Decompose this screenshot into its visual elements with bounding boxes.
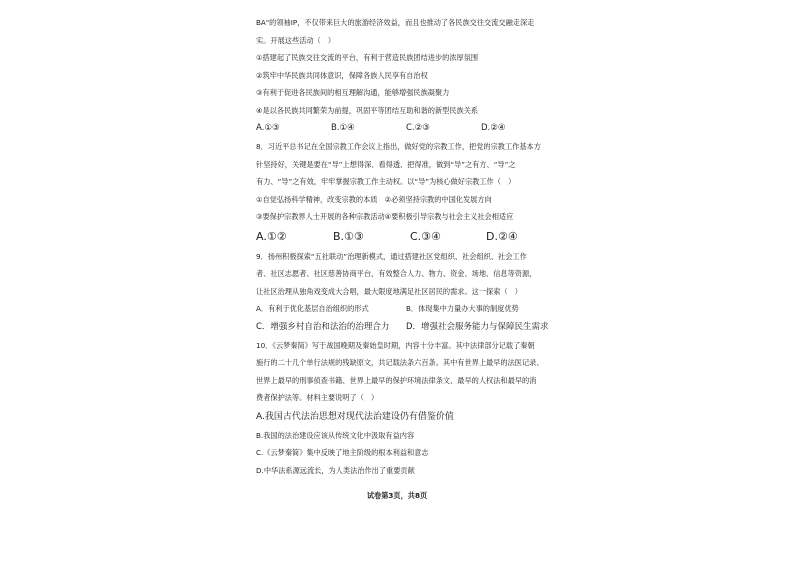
question-7-options <box>256 119 556 138</box>
option-b: B.①④ <box>331 123 355 133</box>
text-line: 让社区治理从独角戏变成大合唱，最大限度地满足社区居民的需求。这一探索（ ） <box>256 286 522 296</box>
question-10-option-d: D.中华法系源远流长，为人类法治作出了重要贡献 <box>256 465 415 475</box>
text-line: 针坚持好，关键是要在“导”上想得深、看得透、把得准，做到“导”之有方、“导”之 <box>256 159 516 169</box>
question-10-option-a: A.我国古代法治思想对现代法治建设仍有借鉴价值 <box>256 411 454 422</box>
question-10-stem <box>256 337 556 407</box>
page-content <box>256 14 556 479</box>
text-line: ①搭建起了民族交往交流的平台，有利于营造民族团结进步的浓厚氛围 <box>256 53 479 62</box>
text-line: 者、社区志愿者、社区慈善协商平台，有效整合人力、物力、资金、场地、信息等资源， <box>256 269 537 278</box>
text-line: ①自觉弘扬科学精神，改变宗教的本质 ②必须坚持宗教的中国化发展方向 <box>256 194 492 204</box>
text-line: 费者保护法等。材料主要说明了（ ） <box>256 393 379 402</box>
option-a: A.①② <box>256 229 287 243</box>
page-footer: 试卷第3页，共8页 <box>366 491 428 500</box>
text-line: 9．扬州积极探索“五社联动”治理新模式，通过搭建社区党组织、社会组织、社会工作 <box>256 251 527 261</box>
text-line: ②筑牢中华民族共同体意识，保障各族人民享有自治权 <box>256 70 428 80</box>
question-8-options <box>256 226 556 248</box>
question-9-options-row-1 <box>256 300 556 318</box>
question-10-option-b: B.我国的法治建设应该从传统文化中汲取有益内容 <box>256 430 415 440</box>
text-line: ④是以各民族共同繁荣为前提，巩固平等团结互助和谐的新型民族关系 <box>256 105 479 115</box>
question-7-stem <box>256 14 556 119</box>
option-b: B．体现集中力量办大事的制度优势 <box>406 304 519 313</box>
text-line: 实。开展这些活动（ ） <box>256 35 336 45</box>
text-line: 施行的二十几个单行法规的残缺原文，共记载法条六百条。其中有世界上最早的法医记录、 <box>256 358 544 367</box>
question-9-options-row-2 <box>256 318 556 337</box>
option-d: D.②④ <box>481 123 506 133</box>
option-a: A．有利于优化基层自治组织的形式 <box>256 304 369 313</box>
question-8-stem <box>256 138 556 226</box>
text-line: 世界上最早的刑事侦查书籍、世界上最早的保护环境法律条文、最早的人权法和最早的消 <box>256 375 537 385</box>
option-d: D.②④ <box>486 229 518 243</box>
text-line: ③要保护宗教界人士开展的各种宗教活动④要积极引导宗教与社会主义社会相适应 <box>256 212 514 221</box>
option-a: A.①③ <box>256 123 280 133</box>
option-d: D．增强社会服务能力与保障民生需求 <box>406 321 549 332</box>
option-c: C.③④ <box>410 229 441 243</box>
option-b: B.①③ <box>333 229 364 243</box>
text-line: 有力、“导”之有效，牢牢掌握宗教工作主动权。以“导”为核心做好宗教工作（ ） <box>256 177 516 186</box>
text-line: BA"的领袖IP，不仅带来巨大的旅游经济效益，而且也推动了各民族交往交流交融走深走 <box>256 18 535 27</box>
question-9-stem <box>256 248 556 301</box>
question-10-option-c: C.《云梦秦简》集中反映了地主阶级的根本利益和意志 <box>256 448 429 457</box>
text-line: 10．《云梦秦简》写于战国晚期及秦始皇时期，内容十分丰富。其中法律部分记载了秦朝 <box>256 340 535 350</box>
option-c: C．增强乡村自治和法治的治理合力 <box>256 321 390 332</box>
text-line: ③有利于促进各民族间的相互理解沟通，能够增强民族凝聚力 <box>256 88 450 97</box>
option-c: C.②③ <box>406 123 430 133</box>
text-line: 8．习近平总书记在全国宗教工作会议上指出，做好党的宗教工作，把党的宗教工作基本方 <box>256 142 541 151</box>
